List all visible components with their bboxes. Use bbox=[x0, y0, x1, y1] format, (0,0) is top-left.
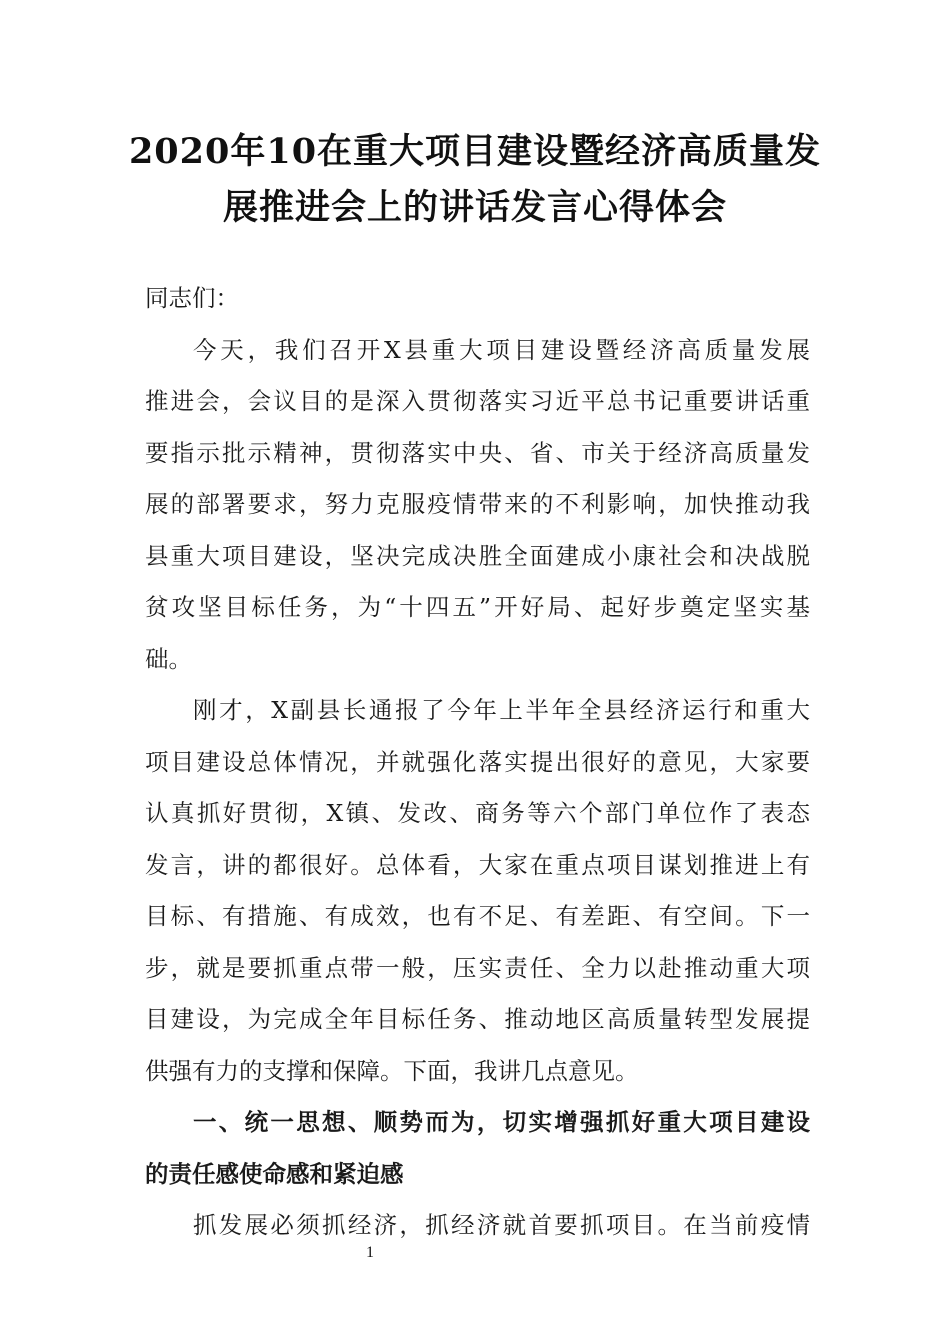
paragraph-line: 县重大项目建设，坚决完成决胜全面建成小康社会和决战脱 bbox=[145, 541, 810, 570]
salutation: 同志们： bbox=[145, 284, 239, 312]
document-title-line-1: 2020年10在重大项目建设暨经济高质量发 bbox=[128, 131, 822, 172]
document-title-line-2: 展推进会上的讲话发言心得体会 bbox=[222, 187, 727, 228]
page-number: 1 bbox=[366, 1244, 374, 1261]
paragraph-line: 础。 bbox=[145, 644, 192, 673]
section-heading-line-2: 的责任感使命感和紧迫感 bbox=[145, 1159, 404, 1188]
paragraph-line: 抓发展必须抓经济，抓经济就首要抓项目。在当前疫情 bbox=[193, 1211, 810, 1239]
paragraph-line: 展的部署要求，努力克服疫情带来的不利影响，加快推动我 bbox=[145, 490, 810, 518]
paragraph-line: 贫攻坚目标任务，为“十四五”开好局、起好步奠定坚实基 bbox=[145, 593, 810, 621]
paragraph-line: 认真抓好贯彻，X镇、发改、商务等六个部门单位作了表态 bbox=[145, 799, 810, 827]
paragraph-line: 步，就是要抓重点带一般，压实责任、全力以赴推动重大项 bbox=[145, 953, 810, 982]
paragraph-line: 目标、有措施、有成效，也有不足、有差距、有空间。下一 bbox=[145, 902, 810, 930]
paragraph-line: 供强有力的支撑和保障。下面，我讲几点意见。 bbox=[145, 1056, 639, 1085]
paragraph-line: 要指示批示精神，贯彻落实中央、省、市关于经济高质量发 bbox=[145, 438, 810, 467]
paragraph-line: 今天，我们召开X县重大项目建设暨经济高质量发展 bbox=[193, 335, 810, 364]
paragraph-line: 发言，讲的都很好。总体看，大家在重点项目谋划推进上有 bbox=[145, 850, 810, 879]
paragraph-line: 目建设，为完成全年目标任务、推动地区高质量转型发展提 bbox=[145, 1005, 810, 1033]
section-heading-line-1: 一、统一思想、顺势而为，切实增强抓好重大项目建设 bbox=[193, 1108, 810, 1136]
paragraph-line: 刚才，X副县长通报了今年上半年全县经济运行和重大 bbox=[193, 696, 810, 724]
paragraph-line: 项目建设总体情况，并就强化落实提出很好的意见，大家要 bbox=[145, 747, 810, 776]
paragraph-line: 推进会，会议目的是深入贯彻落实习近平总书记重要讲话重 bbox=[145, 387, 810, 415]
